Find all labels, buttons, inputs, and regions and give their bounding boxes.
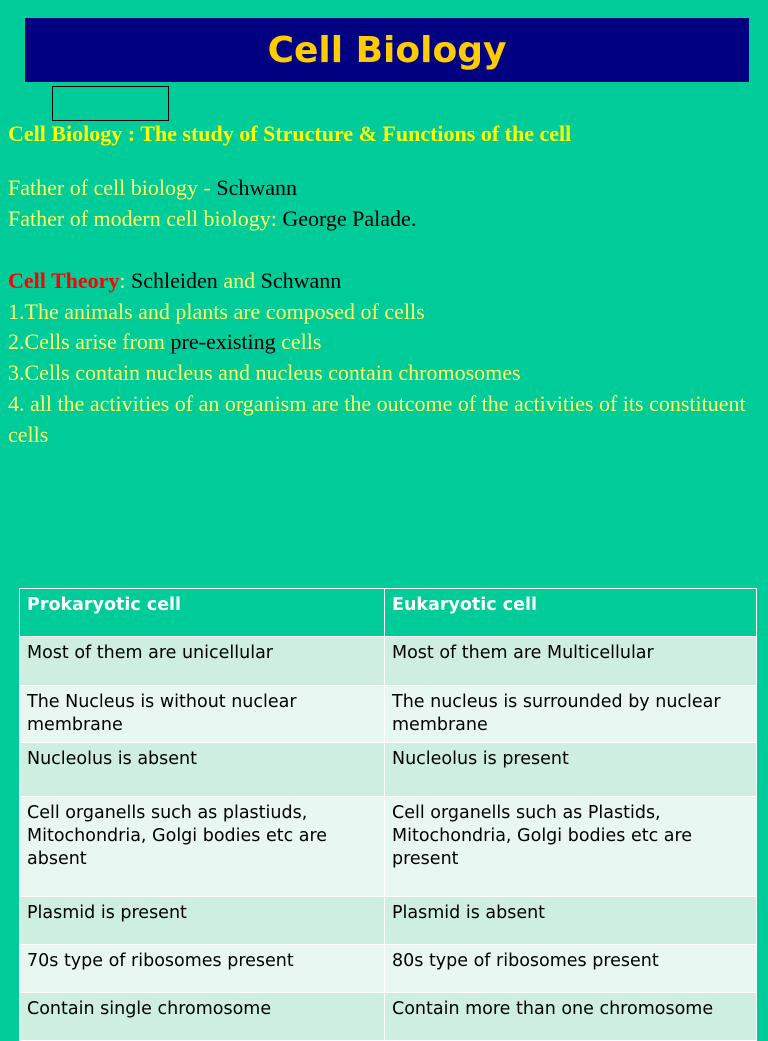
header-prokaryotic: Prokaryotic cell — [20, 589, 385, 637]
point-text: cells — [275, 329, 322, 354]
table-cell: Plasmid is absent — [385, 897, 757, 945]
table-cell: The nucleus is surrounded by nuclear membrane — [385, 686, 757, 743]
table-cell: The Nucleus is without nuclear membrane — [20, 686, 385, 743]
table-cell: Nucleolus is present — [385, 743, 757, 797]
table-row — [20, 686, 757, 743]
table-cell: Contain single chromosome — [20, 993, 385, 1041]
table-cell: Contain more than one chromosome — [385, 993, 757, 1041]
table-row — [20, 945, 757, 993]
table-cell: Cell organells such as Plastids, Mitochondria, Golgi bodies etc are present — [385, 797, 757, 897]
father-line-2 — [8, 203, 760, 234]
table-row — [20, 993, 757, 1041]
father-value: Schwann — [216, 175, 297, 200]
empty-text-box — [52, 86, 169, 121]
table-row — [20, 637, 757, 686]
father-label: Father of cell biology - — [8, 175, 217, 200]
father-line-1 — [8, 172, 760, 203]
theory-point-1: 1.The animals and plants are composed of cells — [8, 299, 425, 324]
conjunction: and — [217, 268, 261, 293]
table-cell: Most of them are Multicellular — [385, 637, 757, 686]
cell-theory-line — [8, 265, 760, 296]
page-title: Cell Biology — [25, 18, 749, 82]
theory-point-4: 4. all the activities of an organism are the outcome of the activities of its constituent cells — [8, 391, 746, 447]
table-row — [20, 797, 757, 897]
point-highlight: pre-existing — [170, 329, 276, 354]
cell-theory-label: Cell Theory — [8, 268, 120, 293]
table-row — [20, 743, 757, 797]
theory-point-2 — [8, 326, 760, 357]
definition-line: Cell Biology : The study of Structure & Functions of the cell — [8, 121, 572, 146]
header-eukaryotic: Eukaryotic cell — [385, 589, 757, 637]
table-cell: Nucleolus is absent — [20, 743, 385, 797]
table-header-row — [20, 589, 757, 637]
scientist-name: Schwann — [260, 268, 342, 293]
theory-point-3: 3.Cells contain nucleus and nucleus contain chromosomes — [8, 360, 521, 385]
colon: : — [119, 268, 132, 293]
comparison-table — [19, 588, 757, 1041]
table-cell: 70s type of ribosomes present — [20, 945, 385, 993]
father-value: George Palade. — [282, 206, 417, 231]
table-cell: 80s type of ribosomes present — [385, 945, 757, 993]
table-cell: Plasmid is present — [20, 897, 385, 945]
point-text: 2.Cells arise from — [8, 329, 171, 354]
father-label: Father of modern cell biology: — [8, 206, 283, 231]
table-cell: Most of them are unicellular — [20, 637, 385, 686]
scientist-name: Schleiden — [131, 268, 218, 293]
table-cell: Cell organells such as plastiuds, Mitochondria, Golgi bodies etc are absent — [20, 797, 385, 897]
table-row — [20, 897, 757, 945]
